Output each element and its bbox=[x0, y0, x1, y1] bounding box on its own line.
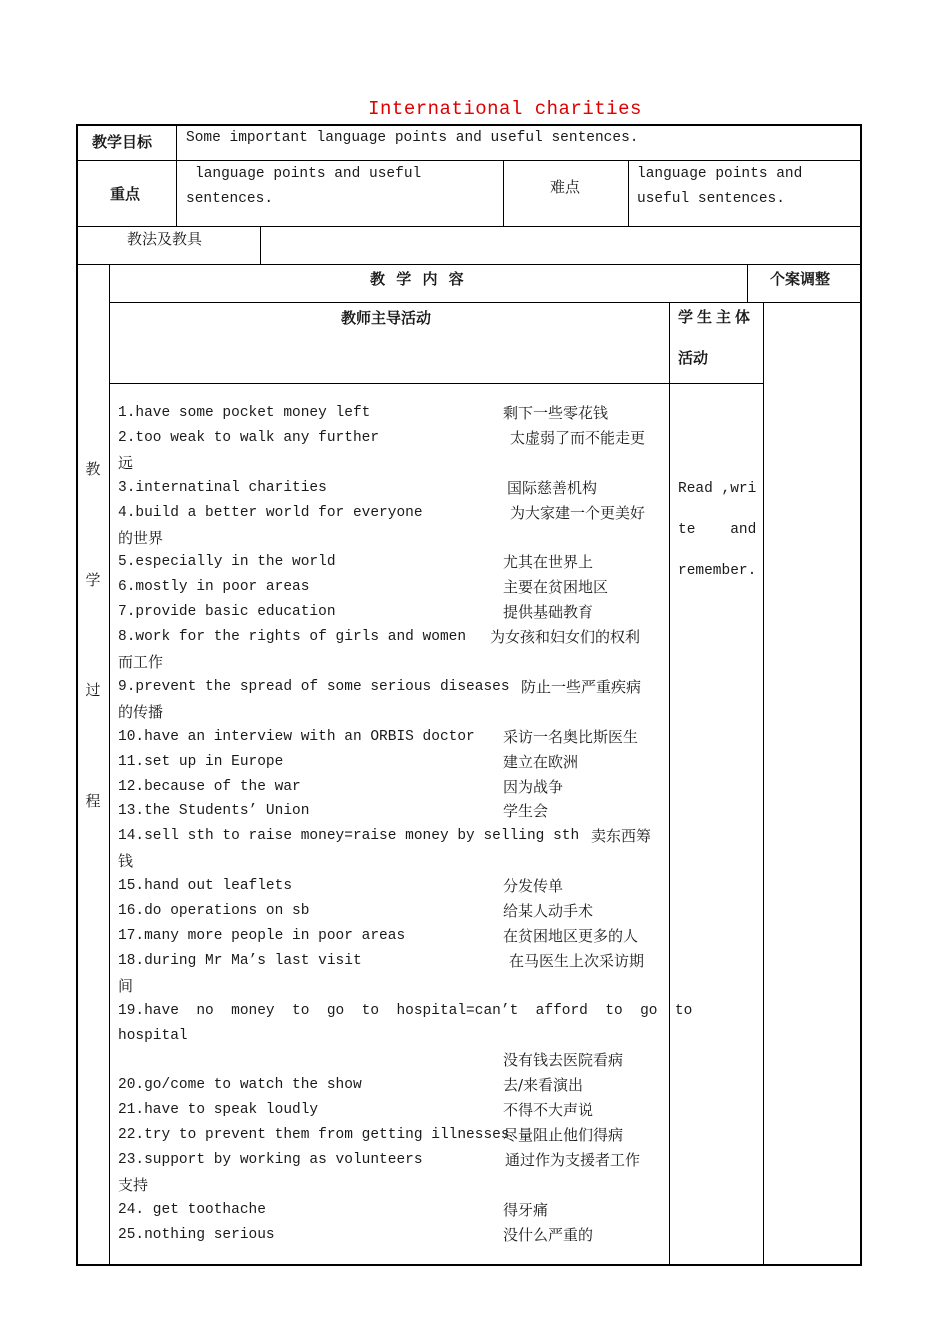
student-activity-text: Read ,wri bbox=[678, 481, 757, 497]
phrase-english: 3.internatinal charities bbox=[118, 479, 327, 496]
phrase-chinese: 为大家建一个更美好 bbox=[510, 503, 646, 522]
phrase-chinese: 尽量阻止他们得病 bbox=[503, 1126, 624, 1145]
phrase-row-continuation bbox=[118, 1173, 662, 1198]
phrase-chinese: 防止一些严重疾病 bbox=[521, 677, 642, 696]
phrase-english: 8.work for the rights of girls and women bbox=[118, 629, 467, 646]
phrase-english: 2.too weak to walk any further bbox=[118, 429, 380, 446]
phrase-chinese: 不得不大声说 bbox=[503, 1101, 594, 1120]
difficult-points-text-line2: useful sentences. bbox=[637, 191, 785, 207]
phrase-chinese: 没什么严重的 bbox=[503, 1225, 594, 1244]
phrase-english: 12.because of the war bbox=[118, 778, 301, 795]
phrase-chinese: 卖东西筹 bbox=[591, 827, 652, 846]
col-divider bbox=[763, 302, 764, 384]
phrase-row bbox=[118, 725, 662, 750]
phrase-row-continuation bbox=[118, 700, 662, 725]
phrase-english: 14.sell sth to raise money=raise money by selling sth bbox=[118, 828, 580, 845]
row-divider bbox=[109, 383, 764, 384]
phrase-chinese: 尤其在世界上 bbox=[503, 553, 594, 572]
content-header: 教 学 内 容 bbox=[370, 270, 467, 288]
phrase-row bbox=[118, 1198, 662, 1223]
phrase-chinese: 得牙痛 bbox=[503, 1200, 549, 1219]
phrase-row bbox=[118, 775, 662, 800]
phrase-chinese: 学生会 bbox=[503, 802, 549, 821]
phrase-row-continuation bbox=[118, 849, 662, 874]
phrase-english: 24. get toothache bbox=[118, 1201, 266, 1218]
phrase-chinese: 分发传单 bbox=[503, 877, 564, 896]
phrase-row bbox=[118, 999, 693, 1024]
phrase-english: 4.build a better world for everyone bbox=[118, 504, 423, 521]
phrase-row bbox=[118, 426, 662, 451]
teacher-activity-header: 教师主导活动 bbox=[341, 309, 432, 327]
phrase-english: 9.prevent the spread of some serious diseases bbox=[118, 678, 510, 695]
key-points-label: 重点 bbox=[110, 185, 141, 203]
student-activity-header-line1: 学生主体 bbox=[678, 308, 755, 326]
phrase-chinese: 没有钱去医院看病 bbox=[503, 1051, 624, 1070]
phrase-row bbox=[118, 1073, 662, 1098]
phrase-continuation: 的传播 bbox=[118, 702, 164, 721]
phrase-row-continuation bbox=[118, 451, 662, 476]
phrase-english: 25.nothing serious bbox=[118, 1226, 275, 1243]
phrase-row-continuation bbox=[118, 1024, 662, 1049]
phrase-row bbox=[118, 1148, 662, 1173]
phrase-row bbox=[118, 874, 662, 899]
phrase-english: 15.hand out leaflets bbox=[118, 878, 293, 895]
phrase-row bbox=[118, 625, 662, 650]
phrase-row bbox=[118, 750, 662, 775]
col-divider bbox=[260, 226, 261, 264]
phrase-row-continuation bbox=[118, 974, 662, 999]
adjustment-header: 个案调整 bbox=[770, 270, 831, 288]
phrase-english: 13.the Students’ Union bbox=[118, 803, 310, 820]
row-divider bbox=[76, 264, 862, 265]
phrase-row bbox=[118, 600, 662, 625]
phrase-english: 22.try to prevent them from getting illnesses bbox=[118, 1127, 510, 1144]
phrase-row bbox=[118, 899, 662, 924]
phrase-row bbox=[118, 501, 662, 526]
phrase-english: 6.mostly in poor areas bbox=[118, 579, 310, 596]
phrase-continuation: 间 bbox=[118, 976, 134, 995]
phrase-english: 21.have to speak loudly bbox=[118, 1102, 319, 1119]
phrase-row-continuation bbox=[118, 650, 662, 675]
phrase-continuation: hospital bbox=[118, 1027, 188, 1044]
process-side-label-char: 过 bbox=[85, 681, 101, 699]
phrase-continuation: 的世界 bbox=[118, 528, 164, 547]
document-title: International charities bbox=[368, 98, 642, 120]
phrase-chinese: 国际慈善机构 bbox=[507, 478, 598, 497]
phrase-english: 5.especially in the world bbox=[118, 554, 336, 571]
phrase-row bbox=[118, 675, 662, 700]
process-side-label-char: 教 bbox=[85, 460, 101, 478]
row-divider bbox=[109, 302, 862, 303]
phrase-continuation: 钱 bbox=[118, 852, 134, 871]
phrase-row bbox=[118, 1123, 662, 1148]
phrase-row bbox=[118, 550, 662, 575]
phrase-row bbox=[118, 949, 662, 974]
phrase-chinese: 采访一名奥比斯医生 bbox=[503, 727, 639, 746]
key-points-text-line1: language points and useful bbox=[195, 166, 422, 182]
key-points-text-line2: sentences. bbox=[186, 191, 274, 207]
col-divider bbox=[176, 124, 177, 226]
phrase-continuation: 支持 bbox=[118, 1175, 149, 1194]
phrase-english: 23.support by working as volunteers bbox=[118, 1152, 423, 1168]
phrase-chinese: 为女孩和妇女们的权利 bbox=[490, 628, 641, 647]
col-divider bbox=[628, 160, 629, 226]
phrase-row bbox=[118, 1048, 662, 1073]
objective-label: 教学目标 bbox=[92, 133, 153, 151]
process-side-label-char: 程 bbox=[85, 792, 101, 810]
phrase-row bbox=[118, 824, 662, 849]
phrase-chinese: 剩下一些零花钱 bbox=[503, 404, 609, 422]
phrase-chinese: 太虚弱了而不能走更 bbox=[510, 428, 646, 447]
phrase-chinese: 因为战争 bbox=[503, 777, 564, 796]
col-divider bbox=[669, 383, 670, 1266]
phrase-continuation: 远 bbox=[118, 453, 134, 472]
phrase-english: 7.provide basic education bbox=[118, 604, 336, 621]
phrase-chinese: 主要在贫困地区 bbox=[503, 578, 609, 597]
phrase-row bbox=[118, 575, 662, 600]
row-divider bbox=[76, 160, 862, 161]
phrase-chinese: 在贫困地区更多的人 bbox=[503, 926, 639, 945]
phrase-english: 20.go/come to watch the show bbox=[118, 1077, 362, 1094]
phrase-chinese: 建立在欧洲 bbox=[503, 752, 579, 771]
student-activity-text: te and bbox=[678, 522, 757, 538]
phrase-chinese: 提供基础教育 bbox=[503, 603, 594, 622]
phrase-chinese: 在马医生上次采访期 bbox=[509, 951, 645, 970]
col-divider bbox=[109, 264, 110, 1266]
student-activity-header-line2: 活动 bbox=[678, 349, 709, 367]
phrase-chinese: 去/来看演出 bbox=[503, 1076, 584, 1095]
phrase-row-continuation bbox=[118, 526, 662, 551]
phrase-row bbox=[118, 924, 662, 949]
phrase-row bbox=[118, 799, 662, 824]
phrase-english: 10.have an interview with an ORBIS doctor bbox=[118, 728, 475, 745]
phrase-english: 18.during Mr Ma’s last visit bbox=[118, 952, 362, 969]
difficult-points-text-line1: language points and bbox=[637, 166, 803, 182]
objective-text: Some important language points and useful sentences. bbox=[186, 130, 639, 146]
phrase-english: 17.many more people in poor areas bbox=[118, 927, 406, 944]
phrase-row bbox=[118, 476, 662, 501]
phrase-row bbox=[118, 401, 662, 426]
col-divider bbox=[503, 160, 504, 226]
phrase-english: 11.set up in Europe bbox=[118, 753, 284, 770]
phrase-continuation: 而工作 bbox=[118, 653, 164, 671]
col-divider bbox=[763, 383, 764, 1266]
difficult-points-label: 难点 bbox=[550, 178, 581, 196]
process-side-label-char: 学 bbox=[85, 571, 101, 589]
col-divider bbox=[669, 302, 670, 384]
col-divider bbox=[747, 264, 748, 302]
student-activity-text: remember. bbox=[678, 563, 757, 579]
phrase-chinese: 给某人动手术 bbox=[503, 902, 594, 920]
phrase-english: 1.have some pocket money left bbox=[118, 405, 371, 421]
phrase-row bbox=[118, 1098, 662, 1123]
phrase-english: 19.have no money to go to hospital=can’t afford to go to bbox=[118, 1002, 693, 1019]
phrase-chinese: 通过作为支援者工作 bbox=[505, 1151, 641, 1169]
phrase-row bbox=[118, 1223, 662, 1248]
phrase-english: 16.do operations on sb bbox=[118, 903, 310, 919]
methods-label: 教法及教具 bbox=[127, 230, 203, 248]
